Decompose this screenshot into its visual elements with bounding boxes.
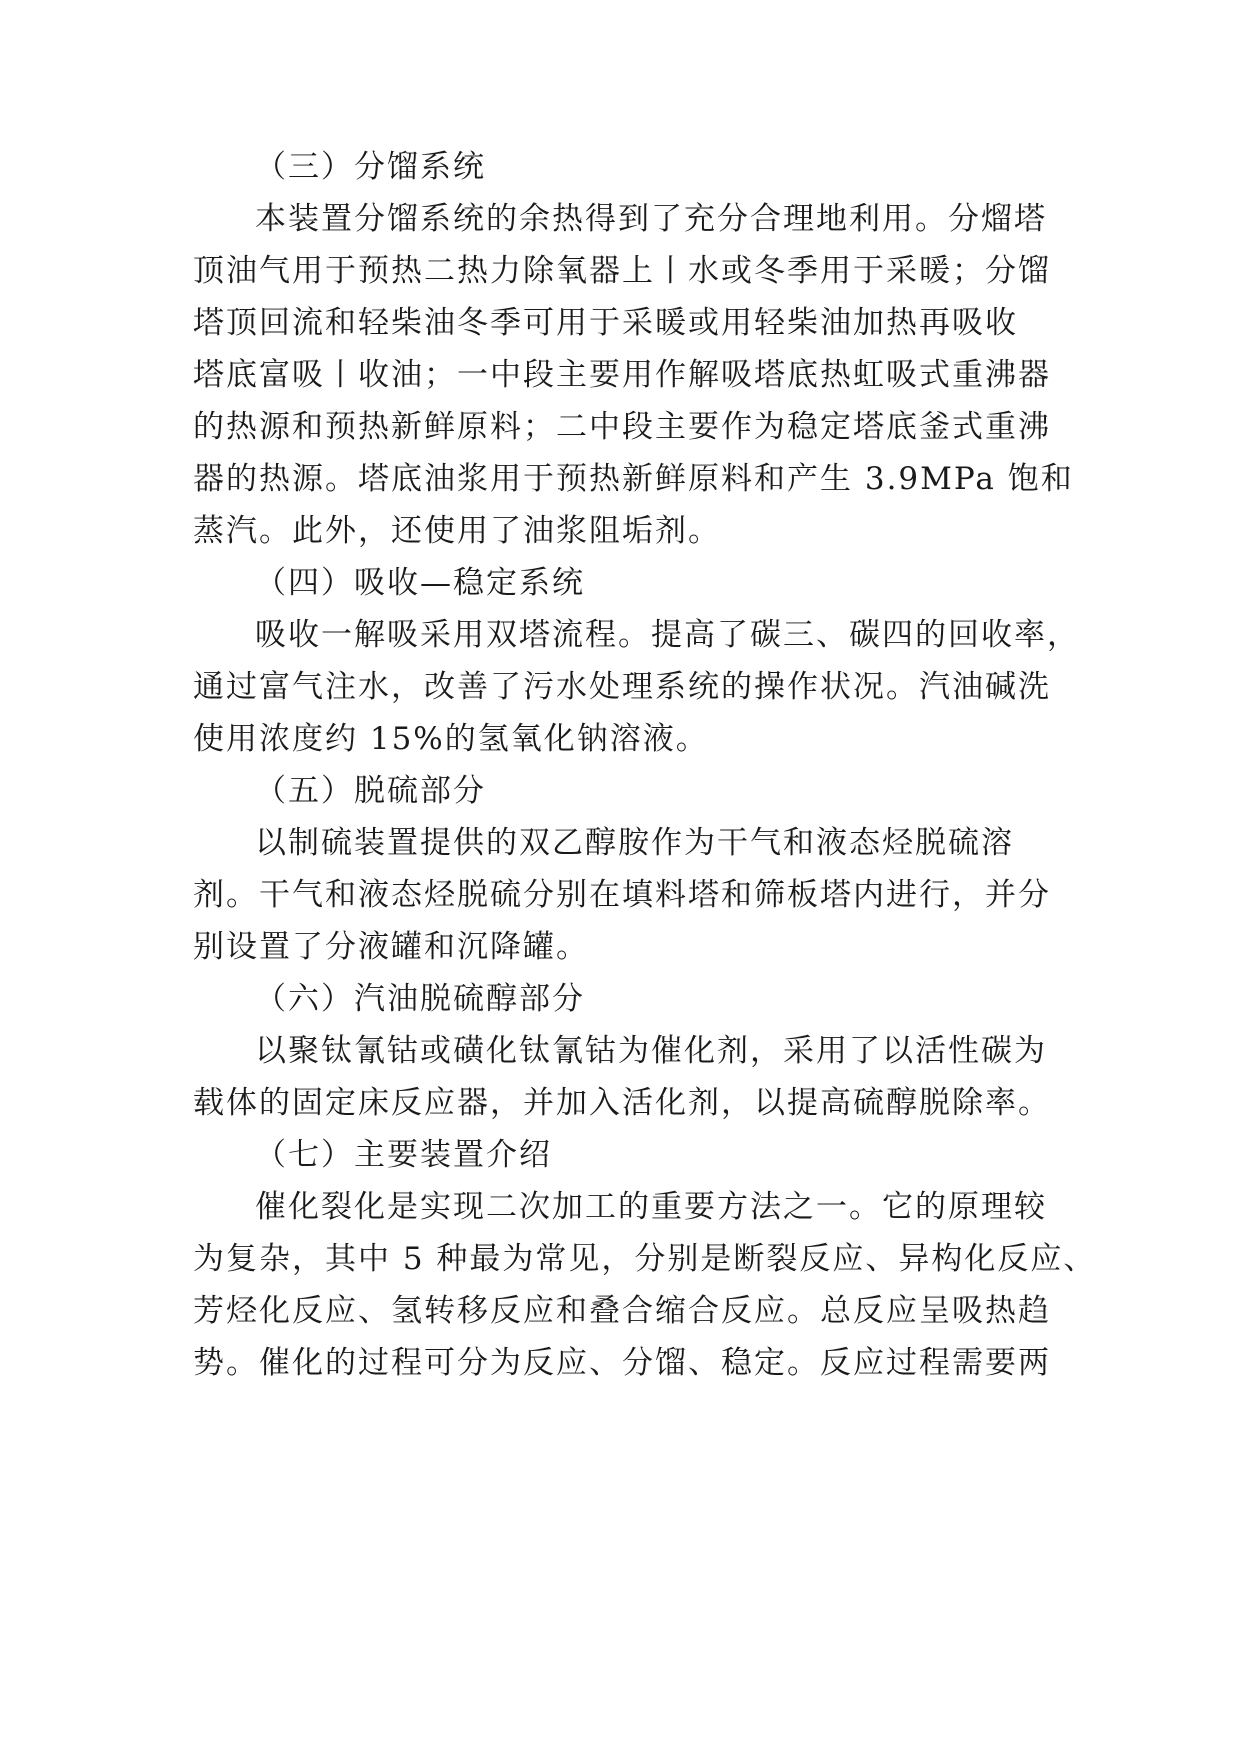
paragraph-line: 使用浓度约 15%的氢氧化钠溶液。 (193, 721, 709, 757)
paragraph-line: 蒸汽。此外，还使用了油浆阻垢剂。 (193, 513, 721, 549)
section-heading: （三）分馏系统 (255, 149, 486, 185)
section-heading: （七）主要装置介绍 (255, 1137, 552, 1173)
section-heading: （五）脱硫部分 (255, 773, 486, 809)
paragraph-line: 为复杂，其中 5 种最为常见，分别是断裂反应、异构化反应、 (193, 1241, 1097, 1277)
paragraph-line: 载体的固定床反应器，并加入活化剂，以提高硫醇脱除率。 (193, 1085, 1051, 1121)
paragraph-line: 催化裂化是实现二次加工的重要方法之一。它的原理较 (255, 1189, 1047, 1225)
paragraph-line: 芳烃化反应、氢转移反应和叠合缩合反应。总反应呈吸热趋 (193, 1293, 1051, 1329)
paragraph-line: 本装置分馏系统的余热得到了充分合理地利用。分熘塔 (255, 201, 1047, 237)
paragraph-line: 塔底富吸丨收油；一中段主要用作解吸塔底热虹吸式重沸器 (193, 357, 1051, 393)
section-heading: （四）吸收—稳定系统 (255, 565, 585, 601)
paragraph-line: 吸收一解吸采用双塔流程。提高了碳三、碳四的回收率， (255, 617, 1080, 653)
paragraph-line: 器的热源。塔底油浆用于预热新鲜原料和产生 3.9MPa 饱和 (193, 461, 1074, 497)
paragraph-line: 别设置了分液罐和沉降罐。 (193, 929, 589, 965)
paragraph-line: 顶油气用于预热二热力除氧器上丨水或冬季用于采暖；分馏 (193, 253, 1051, 289)
paragraph-line: 塔顶回流和轻柴油冬季可用于采暖或用轻柴油加热再吸收 (193, 305, 1018, 341)
section-heading: （六）汽油脱硫醇部分 (255, 981, 585, 1017)
paragraph-line: 剂。干气和液态烃脱硫分别在填料塔和筛板塔内进行，并分 (193, 877, 1051, 913)
paragraph-line: 的热源和预热新鲜原料；二中段主要作为稳定塔底釜式重沸 (193, 409, 1051, 445)
paragraph-line: 以聚钛氰钴或磺化钛氰钴为催化剂，采用了以活性碳为 (255, 1033, 1047, 1069)
paragraph-line: 通过富气注水，改善了污水处理系统的操作状况。汽油碱洗 (193, 669, 1051, 705)
paragraph-line: 以制硫装置提供的双乙醇胺作为干气和液态烃脱硫溶 (255, 825, 1014, 861)
paragraph-line: 势。催化的过程可分为反应、分馏、稳定。反应过程需要两 (193, 1345, 1051, 1381)
